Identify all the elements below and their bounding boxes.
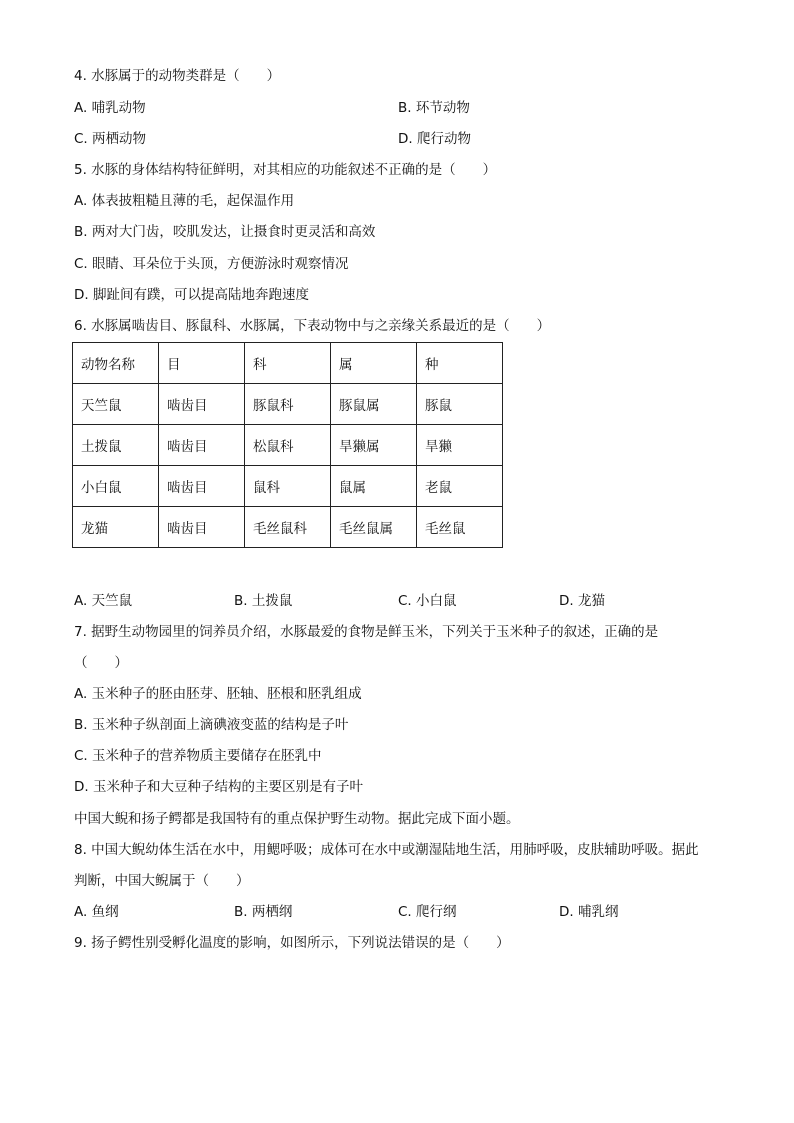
table-row xyxy=(73,507,503,548)
q4-stem: 4. 水豚属于的动物类群是（ ） xyxy=(74,68,281,84)
table-cell: 鼠属 xyxy=(331,466,417,507)
table-cell: 龙猫 xyxy=(73,507,159,548)
table-cell: 啮齿目 xyxy=(159,384,245,425)
table-cell: 豚鼠属 xyxy=(331,384,417,425)
q5-option-a: A. 体表披粗糙且薄的毛，起保温作用 xyxy=(74,193,295,209)
q7-option-a: A. 玉米种子的胚由胚芽、胚轴、胚根和胚乳组成 xyxy=(74,686,362,702)
q5-option-b: B. 两对大门齿，咬肌发达，让摄食时更灵活和高效 xyxy=(74,224,376,240)
q8-option-b: B. 两栖纲 xyxy=(234,904,293,920)
table-header-cell: 种 xyxy=(417,343,503,384)
q6-option-a: A. 天竺鼠 xyxy=(74,593,133,609)
q8-stem-line2: 判断，中国大鲵属于（ ） xyxy=(74,873,250,889)
q4-option-b: B. 环节动物 xyxy=(398,100,470,116)
q7-stem-line2: （ ） xyxy=(74,655,128,671)
table-row xyxy=(73,425,503,466)
q7-option-b: B. 玉米种子纵剖面上滴碘液变蓝的结构是子叶 xyxy=(74,717,349,733)
table-cell: 豚鼠 xyxy=(417,384,503,425)
q8-option-d: D. 哺乳纲 xyxy=(559,904,619,920)
table-cell: 旱獭 xyxy=(417,425,503,466)
q6-option-d: D. 龙猫 xyxy=(559,593,605,609)
table-header-row xyxy=(73,343,503,384)
table-header-cell: 科 xyxy=(245,343,331,384)
table-cell: 啮齿目 xyxy=(159,425,245,466)
q4-option-c: C. 两栖动物 xyxy=(74,131,147,147)
q5-option-d: D. 脚趾间有蹼，可以提高陆地奔跑速度 xyxy=(74,287,309,303)
table-cell: 毛丝鼠属 xyxy=(331,507,417,548)
q7-stem-line1: 7. 据野生动物园里的饲养员介绍，水豚最爱的食物是鲜玉米，下列关于玉米种子的叙述，正确的是 xyxy=(74,624,659,640)
q8-option-c: C. 爬行纲 xyxy=(398,904,457,920)
table-cell: 毛丝鼠 xyxy=(417,507,503,548)
q4-option-d: D. 爬行动物 xyxy=(398,131,471,147)
q8-option-a: A. 鱼纲 xyxy=(74,904,119,920)
q6-option-c: C. 小白鼠 xyxy=(398,593,457,609)
q5-option-c: C. 眼睛、耳朵位于头顶，方便游泳时观察情况 xyxy=(74,256,349,272)
q8-stem-line1: 8. 中国大鲵幼体生活在水中，用鳃呼吸；成体可在水中或潮湿陆地生活，用肺呼吸，皮肤辅助呼吸。据此 xyxy=(74,842,699,858)
table-header-cell: 属 xyxy=(331,343,417,384)
table-cell: 啮齿目 xyxy=(159,507,245,548)
table-cell: 毛丝鼠科 xyxy=(245,507,331,548)
table-cell: 旱獭属 xyxy=(331,425,417,466)
q7-option-c: C. 玉米种子的营养物质主要储存在胚乳中 xyxy=(74,748,322,764)
table-cell: 松鼠科 xyxy=(245,425,331,466)
table-cell: 土拨鼠 xyxy=(73,425,159,466)
table-row xyxy=(73,466,503,507)
table-cell: 豚鼠科 xyxy=(245,384,331,425)
table-header-cell: 目 xyxy=(159,343,245,384)
q6-option-b: B. 土拨鼠 xyxy=(234,593,293,609)
taxonomy-table xyxy=(72,342,503,548)
q7-option-d: D. 玉米种子和大豆种子结构的主要区别是有子叶 xyxy=(74,779,363,795)
q9-stem: 9. 扬子鳄性别受孵化温度的影响，如图所示，下列说法错误的是（ ） xyxy=(74,935,510,951)
table-cell: 啮齿目 xyxy=(159,466,245,507)
q5-stem: 5. 水豚的身体结构特征鲜明，对其相应的功能叙述不正确的是（ ） xyxy=(74,162,497,178)
table-cell: 鼠科 xyxy=(245,466,331,507)
table-cell: 老鼠 xyxy=(417,466,503,507)
table-cell: 天竺鼠 xyxy=(73,384,159,425)
q4-option-a: A. 哺乳动物 xyxy=(74,100,146,116)
table-cell: 小白鼠 xyxy=(73,466,159,507)
table-header-cell: 动物名称 xyxy=(73,343,159,384)
table-row xyxy=(73,384,503,425)
section-intro: 中国大鲵和扬子鳄都是我国特有的重点保护野生动物。据此完成下面小题。 xyxy=(74,811,520,827)
q6-stem: 6. 水豚属啮齿目、豚鼠科、水豚属，下表动物中与之亲缘关系最近的是（ ） xyxy=(74,318,551,334)
